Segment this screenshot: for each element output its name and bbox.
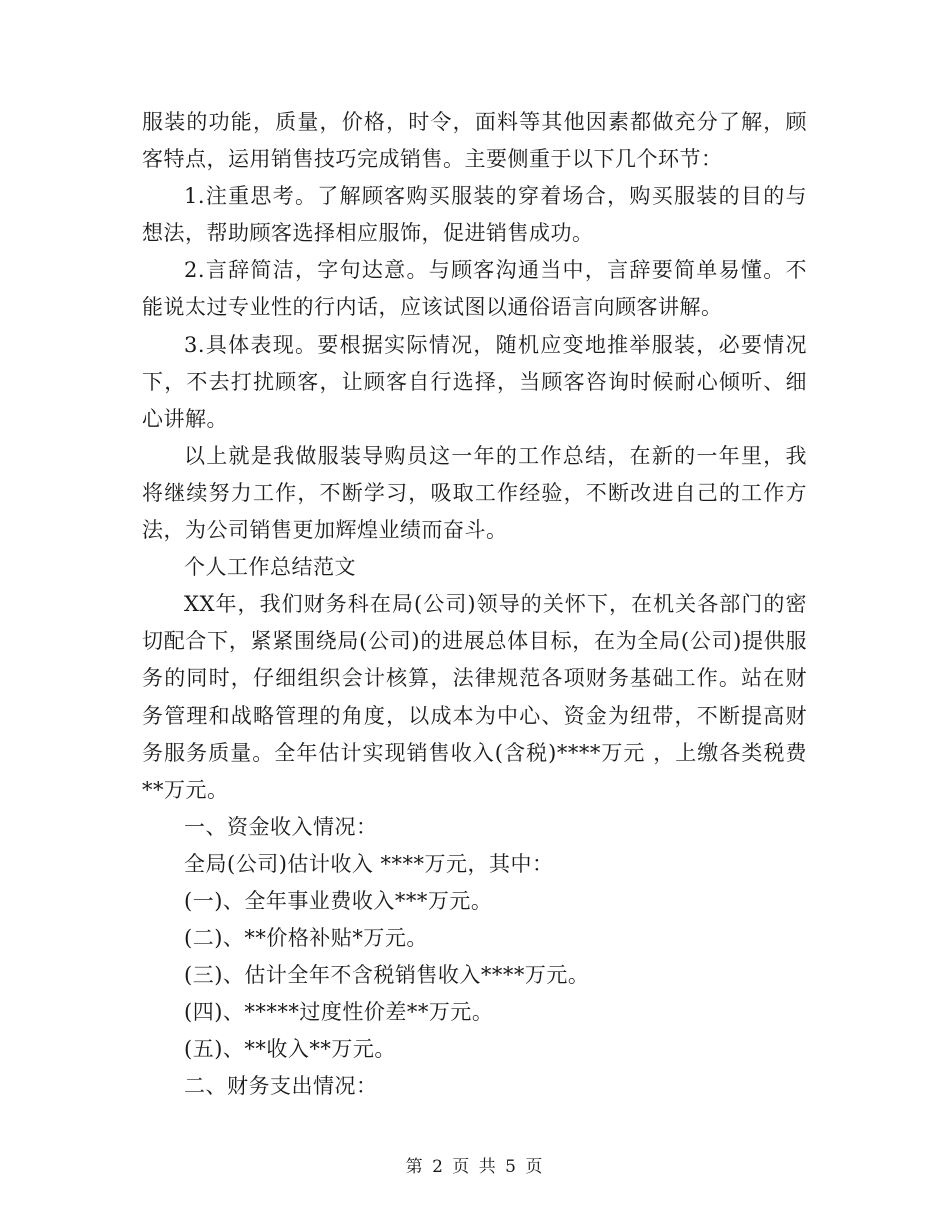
page-number-footer: 第 2 页 共 5 页	[405, 1157, 545, 1177]
heading-expense: 二、财务支出情况：	[184, 1074, 378, 1099]
paragraph-5: 以上就是我做服装导购员这一年的工作总结，在新的一年里，我将继续努力工作，不断学习，吸取工作经验，不断改进自己的工作方法，为公司销售更加辉煌业绩而奋斗。	[142, 443, 807, 543]
document-body	[142, 104, 807, 1106]
paragraph-1: 服装的功能，质量，价格，时令，面料等其他因素都做充分了解，顾客特点，运用销售技巧完成销售。主要侧重于以下几个环节：	[142, 110, 807, 172]
list-item-5: (五)、**收入**万元。	[184, 1037, 396, 1062]
paragraph-9: 全局(公司)估计收入 ****万元，其中：	[184, 851, 554, 876]
list-item-4: (四)、*****过度性价差**万元。	[184, 1000, 494, 1025]
list-item-3: (三)、估计全年不含税销售收入****万元。	[184, 963, 590, 988]
paragraph-7: XX年，我们财务科在局(公司)领导的关怀下，在机关各部门的密切配合下，紧紧围绕局(公司)的进展总体目标，在为全局(公司)提供服务的同时，仔细组织会计核算，法律规范各项财务基础工作。站在财务管理和战略管理的角度，以成本为中心、资金为纽带，不断提高财务服务质量。全年估计实现销售收入(含税)****万元 ，上缴各类税费 **万元。	[142, 592, 807, 802]
paragraph-2: 1.注重思考。了解顾客购买服装的穿着场合，购买服装的目的与想法，帮助顾客选择相应服饰，促进销售成功。	[142, 184, 807, 246]
list-item-1: (一)、全年事业费收入***万元。	[184, 888, 493, 913]
heading-income: 一、资金收入情况：	[184, 814, 378, 839]
paragraph-3: 2.言辞简洁，字句达意。与顾客沟通当中，言辞要简单易懂。不能说太过专业性的行内话，应该试图以通俗语言向顾客讲解。	[142, 258, 807, 320]
section-title: 个人工作总结范文	[184, 555, 356, 580]
paragraph-4: 3.具体表现。要根据实际情况，随机应变地推举服装，必要情况下，不去打扰顾客，让顾客自行选择，当顾客咨询时候耐心倾听、细心讲解。	[142, 332, 807, 431]
list-item-2: (二)、**价格补贴*万元。	[184, 926, 428, 951]
